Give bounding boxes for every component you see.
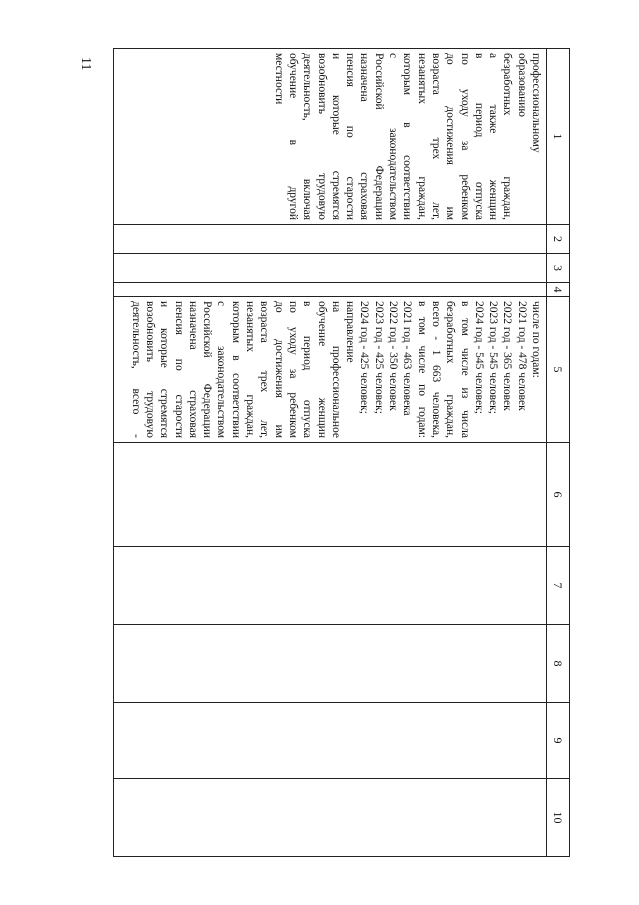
text-line: 2024 год - 425 человек;	[358, 301, 371, 414]
activity-description	[271, 53, 543, 220]
text-line: возобновить трудовую	[143, 301, 156, 438]
text-line: назначена страховая	[186, 301, 199, 438]
program-table	[113, 48, 570, 857]
text-line: образованию	[515, 53, 528, 117]
cell-col4	[114, 283, 547, 297]
text-line: безработных граждан,	[444, 301, 457, 438]
text-line: 2022 год - 365 человек	[501, 301, 514, 411]
text-line: 2023 год - 545 человек;	[487, 301, 500, 414]
text-line: Российской Федерации	[201, 301, 214, 438]
text-line: незанятых граждан,	[415, 53, 428, 220]
text-line: 2024 год - 545 человек;	[472, 301, 485, 414]
column-header-9: 9	[547, 703, 570, 779]
text-line: профессиональному	[530, 53, 542, 153]
text-line: числе по годам:	[530, 301, 542, 378]
text-line: пенсия по старости	[172, 301, 185, 438]
column-header-7: 7	[547, 547, 570, 625]
text-line: 2021 год - 478 человек	[515, 301, 528, 411]
indicator-description	[128, 301, 543, 438]
text-line: в период отпуска	[472, 53, 485, 220]
text-line: по уходу за ребенком	[458, 53, 471, 220]
cell-col10	[114, 779, 547, 857]
text-line: возраста трех лет,	[429, 53, 442, 220]
text-line: возраста трех лет,	[258, 301, 271, 438]
cell-col2	[114, 225, 547, 254]
column-header-10: 10	[547, 779, 570, 857]
cell-col1	[114, 49, 547, 225]
text-line: 2022 год - 350 человек	[387, 301, 400, 411]
text-line: с законодательством	[215, 301, 228, 438]
text-line: до достижения им	[272, 301, 285, 438]
cell-col5	[114, 297, 547, 443]
text-line: назначена страховая	[358, 53, 371, 220]
text-line: всего - 1 663 человека,	[429, 301, 442, 438]
text-line: в период отпуска	[301, 301, 314, 438]
column-header-2: 2	[547, 225, 570, 254]
text-line: которым в соответствии	[229, 301, 242, 438]
text-line: обучение женщин	[315, 301, 328, 438]
text-line: Российской Федерации	[372, 53, 385, 220]
rotated-table-container	[115, 48, 570, 856]
text-line: обучение в другой	[286, 53, 299, 220]
column-header-6: 6	[547, 443, 570, 547]
header-row	[547, 49, 570, 857]
text-line: безработных граждан,	[501, 53, 514, 220]
text-line: в том числе из числа	[458, 301, 471, 438]
text-line: пенсия по старости	[344, 53, 357, 220]
cell-col6	[114, 443, 547, 547]
column-header-4: 4	[547, 283, 570, 297]
text-line: 2023 год - 425 человек;	[372, 301, 385, 414]
cell-col7	[114, 547, 547, 625]
cell-col9	[114, 703, 547, 779]
text-line: и которые стремятся	[329, 53, 342, 220]
text-line: местности	[272, 53, 285, 105]
text-line: в том числе по годам:	[415, 301, 428, 438]
page-number: 11	[78, 57, 93, 71]
text-line: а также женщин	[487, 53, 500, 220]
cell-col3	[114, 254, 547, 283]
text-line: незанятых граждан,	[244, 301, 257, 438]
text-line: направление	[344, 301, 357, 363]
text-line: с законодательством	[387, 53, 400, 220]
text-line: и которые стремятся	[158, 301, 171, 438]
text-line: деятельность, всего -	[129, 301, 142, 438]
text-line: по уходу за ребенком	[286, 301, 299, 438]
column-header-8: 8	[547, 625, 570, 703]
text-line: на профессиональное	[329, 301, 342, 438]
text-line: деятельность, включая	[301, 53, 314, 220]
column-header-1: 1	[547, 49, 570, 225]
column-header-3: 3	[547, 254, 570, 283]
text-line: которым в соответствии	[401, 53, 414, 220]
text-line: до достижения им	[444, 53, 457, 220]
cell-col8	[114, 625, 547, 703]
column-header-5: 5	[547, 297, 570, 443]
text-line: возобновить трудовую	[315, 53, 328, 220]
text-line: 2021 год - 463 человека	[401, 301, 414, 416]
data-row	[114, 49, 547, 857]
